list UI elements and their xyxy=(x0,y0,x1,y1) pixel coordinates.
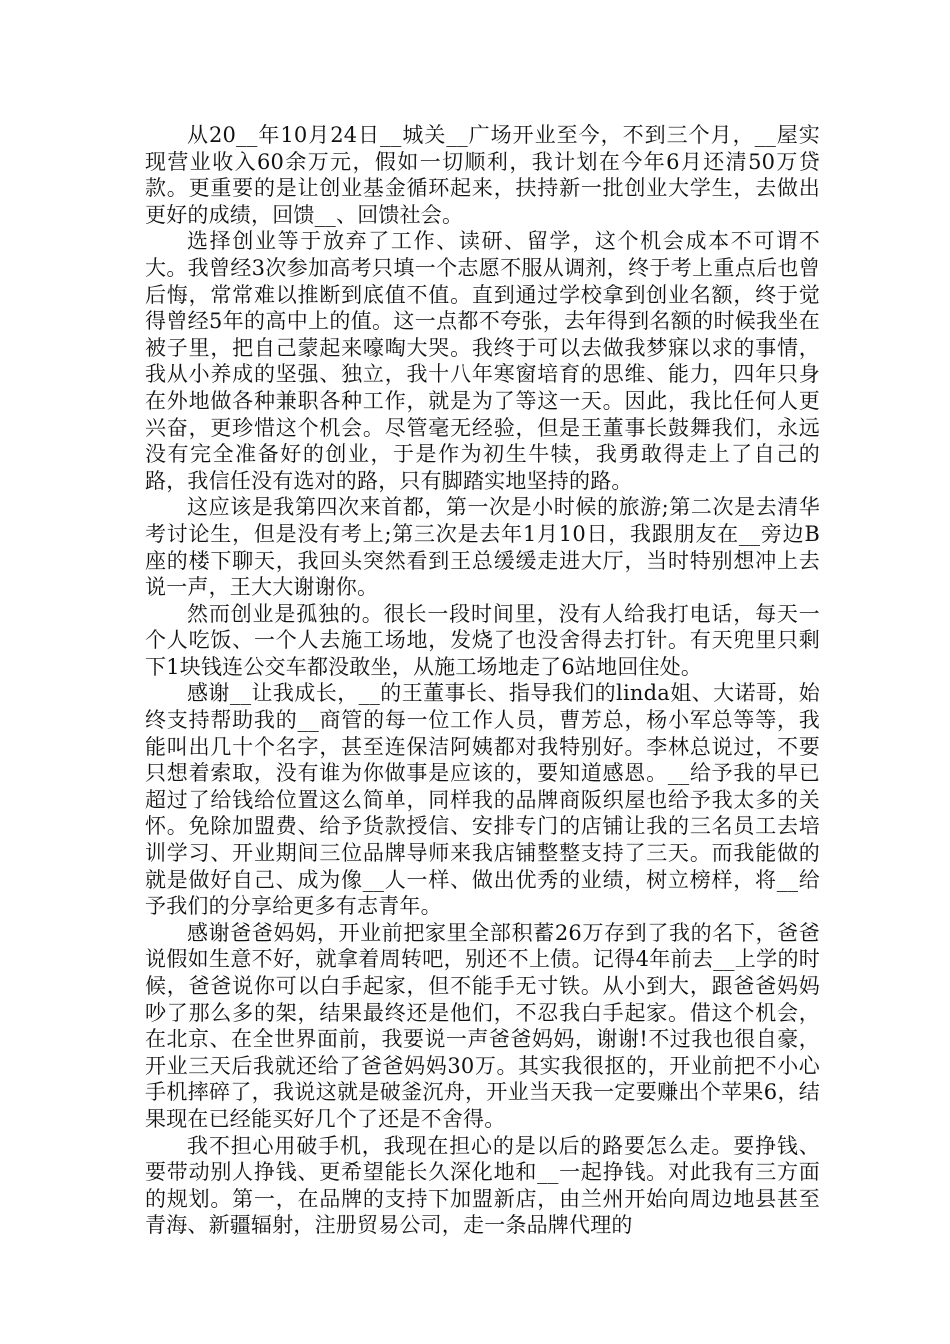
paragraph-1: 从20__年10月24日__城关__广场开业至今，不到三个月，__屋实现营业收入60余万元，假如一切顺利，我计划在今年6月还清50万贷款。更重要的是让创业基金循环起来，扶持新一批创业大学生，去做出更好的成绩，回馈__、回馈社会。 xyxy=(145,123,820,227)
paragraph-2: 选择创业等于放弃了工作、读研、留学，这个机会成本不可谓不大。我曾经3次参加高考只填一个志愿不服从调剂，终于考上重点后也曾后悔，常常难以推断到底值不值。直到通过学校拿到创业名额，终于觉得曾经5年的高中上的值。这一点都不夸张，去年得到名额的时候我坐在被子里，把自己蒙起来嚎啕大哭。我终于可以去做我梦寐以求的事情，我从小养成的坚强、独立，我十八年寒窗培育的思维、能力，四年只身在外地做各种兼职各种工作，就是为了等这一天。因此，我比任何人更兴奋，更珍惜这个机会。尽管毫无经验，但是王董事长鼓舞我们，永远没有完全准备好的创业，于是作为初生牛犊，我勇敢得走上了自己的路，我信任没有选对的路，只有脚踏实地坚持的路。 xyxy=(145,229,820,493)
paragraph-4: 然而创业是孤独的。很长一段时间里，没有人给我打电话，每天一个人吃饭、一个人去施工场地，发烧了也没舍得去打针。有天兜里只剩下1块钱连公交车都没敢坐，从施工场地走了6站地回住处。 xyxy=(145,601,820,679)
paragraph-7: 我不担心用破手机，我现在担心的是以后的路要怎么走。要挣钱、要带动别人挣钱、更希望能长久深化地和__一起挣钱。对此我有三方面的规划。第一，在品牌的支持下加盟新店，由兰州开始向周边地县甚至青海、新疆辐射，注册贸易公司，走一条品牌代理的 xyxy=(145,1133,820,1238)
paragraph-5: 感谢__让我成长，__的王董事长、指导我们的linda姐、大诺哥，始终支持帮助我的__商管的每一位工作人员，曹芳总，杨小军总等等，我能叫出几十个名字，甚至连保洁阿姨都对我特别好。李林总说过，不要只想着索取，没有谁为你做事是应该的，要知道感恩。__给予我的早已超过了给钱给位置这么简单，同样我的品牌商阪织屋也给予我太多的关怀。免除加盟费、给予货款授信、安排专门的店铺让我的三名员工去培训学习、开业期间三位品牌导师来我店铺整整支持了三天。而我能做的就是做好自己、成为像__人一样、做出优秀的业绩，树立榜样，将__给予我们的分享给更多有志青年。 xyxy=(145,681,820,919)
paragraph-3: 这应该是我第四次来首都，第一次是小时候的旅游;第二次是去清华考讨论生，但是没有考上;第三次是去年1月10日，我跟朋友在__旁边B座的楼下聊天，我回头突然看到王总缓缓走进大厅，当时特别想冲上去说一声，王大大谢谢你。 xyxy=(145,495,820,600)
paragraph-6: 感谢爸爸妈妈，开业前把家里全部积蓄26万存到了我的名下，爸爸说假如生意不好，就拿着周转吧，别还不上债。记得4年前去__上学的时候，爸爸说你可以白手起家，但不能手无寸铁。从小到大，跟爸爸妈妈吵了那么多的架，结果最终还是他们，不忍我白手起家。借这个机会，在北京、在全世界面前，我要说一声爸爸妈妈，谢谢!不过我也很自豪，开业三天后我就还给了爸爸妈妈30万。其实我很抠的，开业前把不小心手机摔碎了，我说这就是破釜沉舟，开业当天我一定要赚出个苹果6，结果现在已经能买好几个了还是不舍得。 xyxy=(145,920,820,1131)
document-body xyxy=(145,122,820,1239)
